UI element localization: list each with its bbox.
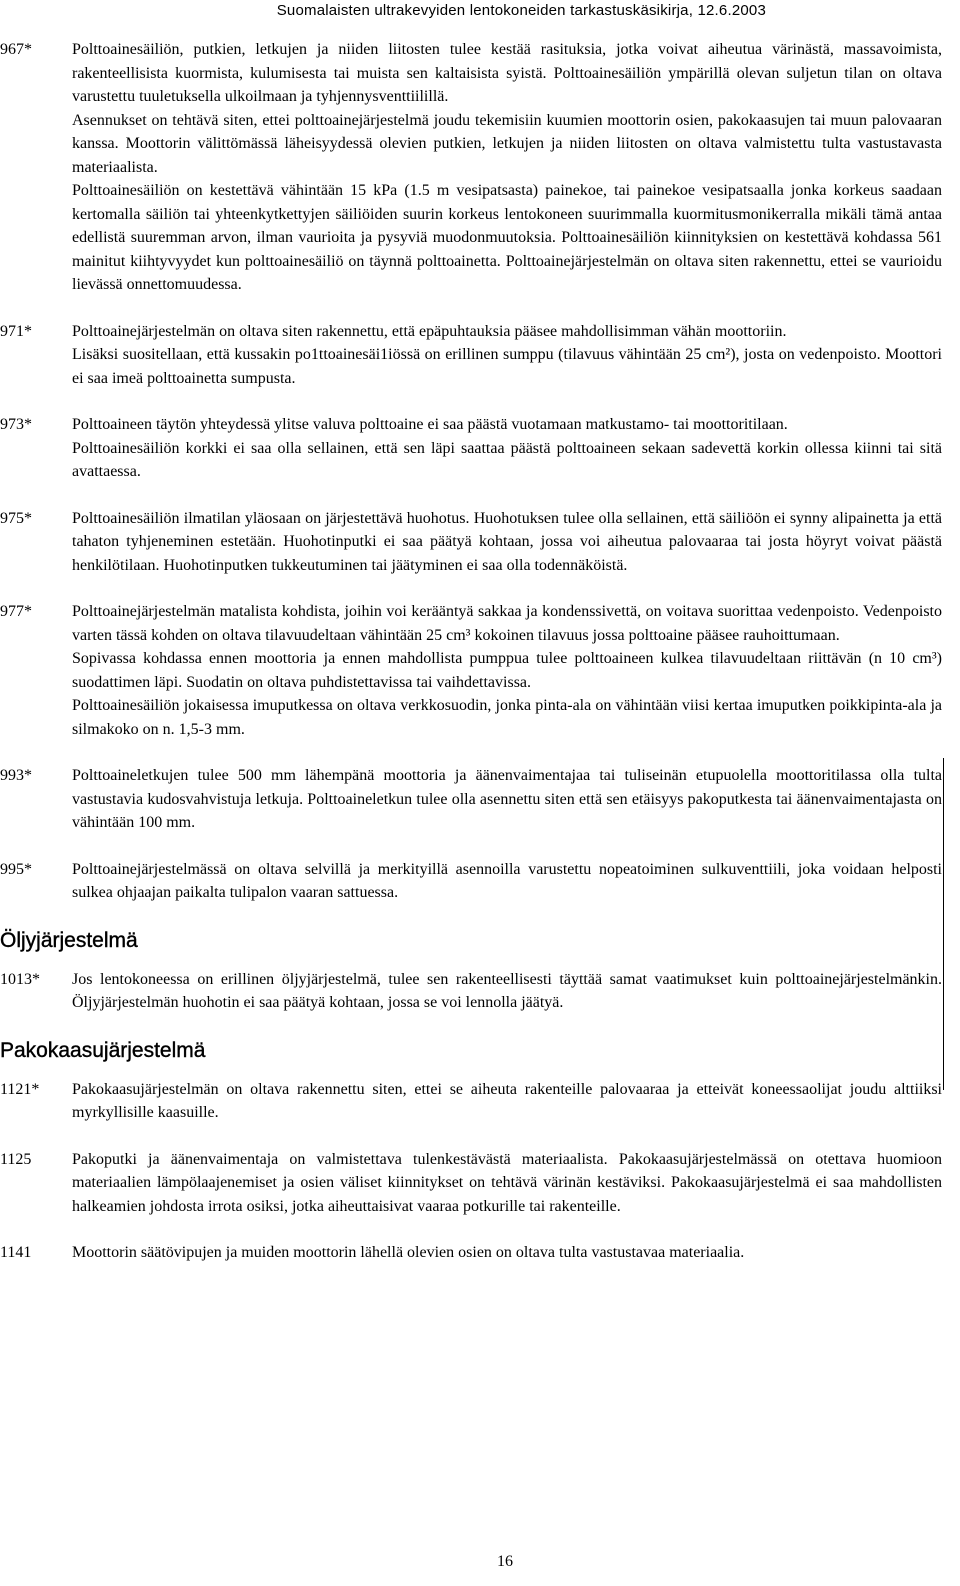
- requirement-paragraph: Polttoaineletkujen tulee 500 mm lähempänä moottoria ja äänenvaimentajaa tai tuliseinän etupuolella moottoritilassa olla tulta vastustavia kudosvahvistuja letkuja. Polttoaineletkun tulee olla asennettu siten että sen etäisyys pakoputkesta tai äänenvaimentajasta on vähintään 100 mm.: [72, 767, 942, 831]
- requirement-number: 1121*: [0, 1080, 40, 1098]
- requirement-entry: [0, 968, 942, 1015]
- requirement-paragraph: Pakoputki ja äänenvaimentaja on valmistettava tulenkestävästä materiaalista. Pakokaasujärjestelmässä on otettava huomioon materiaalien lämpölaajenemiset ja osien väliset kiinnitykset on tehtävä värinän kestäviksi. Pakokaasujärjestelmä ei saa mahdollisten halkeamien johdosta irrota osiksi, jotka aiheuttaisivat vaaraa potkurille tai rakenteille.: [72, 1150, 942, 1215]
- requirement-entry: [0, 507, 942, 578]
- requirement-paragraph: Pakokaasujärjestelmän on oltava rakennettu siten, ettei se aiheuta rakenteille palovaaraa ja etteivät koneessaolijat joudu alttiiksi myrkyllisille kaasuille.: [72, 1080, 942, 1121]
- requirement-text: [72, 968, 942, 1015]
- requirement-entry: [0, 1241, 942, 1265]
- requirement-entry: [0, 38, 942, 297]
- section-heading: Öljyjärjestelmä: [0, 928, 138, 952]
- requirement-number: 1125: [0, 1150, 32, 1168]
- requirement-paragraph: Polttoainejärjestelmän matalista kohdista, joihin voi kerääntyä sakkaa ja kondenssivettä, on voitava suorittaa vedenpoisto. Vedenpoisto varten tässä kohden on oltava tilavuudeltaan vähintään 25 cm³ kokoinen tilavuus jossa polttoaine pääsee rauhoittumaan.: [72, 603, 942, 644]
- requirement-text: [72, 1078, 942, 1125]
- requirement-number: 973*: [0, 416, 32, 433]
- revision-bar: [943, 758, 944, 1090]
- requirement-paragraph: Lisäksi suositellaan, että kussakin po1ttoainesäi1iössä on erillinen sumppu (tilavuus vähintään 25 cm²), josta on vedenpoisto. Moottori ei saa imeä polttoainetta sumpusta.: [72, 346, 942, 387]
- requirement-paragraph: Polttoainejärjestelmässä on oltava selvillä ja merkityillä asennoilla varustettu nopeatoiminen sulkuventtiili, joka voidaan helposti sulkea ohjaajan paikalta tulipalon vaaran sattuessa.: [72, 860, 942, 901]
- requirement-paragraph: Asennukset on tehtävä siten, ettei polttoainejärjestelmä joudu tekemisiin kuumien moottorin osien, pakokaasujen tai muun palovaaran kanssa. Moottorin välittömässä läheisyydessä olevien putkien, letkujen ja niiden liitosten on oltava valmistettu tulta vastustavasta materiaalista.: [72, 111, 942, 176]
- requirement-text: [72, 413, 942, 484]
- requirement-text: [72, 764, 942, 835]
- requirement-entry: [0, 600, 942, 741]
- requirement-text: [72, 1241, 942, 1265]
- requirement-entry: [0, 1148, 942, 1219]
- requirement-number: 975*: [0, 509, 32, 527]
- requirement-number: 1013*: [0, 970, 40, 988]
- running-header: Suomalaisten ultrakevyiden lentokoneiden tarkastuskäsikirja, 12.6.2003: [276, 2, 766, 19]
- requirement-text: [72, 858, 942, 905]
- requirement-paragraph: Moottorin säätövipujen ja muiden moottorin lähellä olevien osien on oltava tulta vastustavaa materiaalia.: [72, 1244, 745, 1261]
- requirement-text: [72, 600, 942, 741]
- requirement-entry: [0, 764, 942, 835]
- requirement-text: [72, 1148, 942, 1219]
- requirement-paragraph: Polttoaineen täytön yhteydessä ylitse valuva polttoaine ei saa päästä vuotamaan matkustamo- tai moottoritilaan.: [72, 416, 788, 433]
- requirement-entry: [0, 320, 942, 391]
- requirement-text: [72, 507, 942, 578]
- requirement-paragraph: Polttoainesäiliön jokaisessa imuputkessa on oltava verkkosuodin, jonka pinta-ala on vähintään viisi kertaa imuputken poikkipinta-ala ja silmakoko on n. 1,5-3 mm.: [72, 697, 942, 738]
- requirement-number: 971*: [0, 322, 32, 340]
- requirement-entry: [0, 858, 942, 905]
- requirement-entry: [0, 1078, 942, 1125]
- requirement-paragraph: Jos lentokoneessa on erillinen öljyjärjestelmä, tulee sen rakenteellisesti täyttää samat vaatimukset kuin polttoainejärjestelmänkin. Öljyjärjestelmän huohotin ei saa päätyä kohtaan, jossa se voi lennolla jäätyä.: [72, 970, 942, 1011]
- requirement-paragraph: Polttoainesäiliön on kestettävä vähintään 15 kPa (1.5 m vesipatsasta) painekoe, tai painekoe vesipatsaalla jonka korkeus saadaan kertomalla säiliön tai yhteenkytkettyjen säiliöiden suurin korkeus lentokoneen suurimmalla kuormitusmonikerralla mikäli tämä antaa edellistä suuremman arvon, ilman vaurioita ja pysyviä muodonmuutoksia. Polttoainesäiliön kiinnityksien on kestettävä kohdassa 561 mainitut kiihtyvyydet kun polttoainesäiliö on täynnä polttoainetta. Polttoainejärjestelmän on oltava siten rakennettu, ettei se vaurioidu lievässä onnettomuudessa.: [72, 182, 942, 293]
- requirement-number: 977*: [0, 603, 32, 620]
- requirement-paragraph: Sopivassa kohdassa ennen moottoria ja ennen mahdollista pumppua tulee polttoaineen kulkea tilavuudeltaan riittävän (n 10 cm³) suodattimen läpi. Suodatin on oltava puhdistettavissa tai vaihdettavissa.: [72, 650, 942, 691]
- document-body: [0, 38, 942, 1288]
- requirement-paragraph: Polttoainejärjestelmän on oltava siten rakennettu, että epäpuhtauksia pääsee mahdollisimman vähän moottoriin.: [72, 322, 787, 340]
- requirement-text: [72, 320, 942, 391]
- requirement-number: 967*: [0, 41, 32, 58]
- requirement-entry: [0, 413, 942, 484]
- section-heading: Pakokaasujärjestelmä: [0, 1038, 206, 1062]
- requirement-number: 993*: [0, 767, 32, 784]
- requirement-number: 1141: [0, 1244, 32, 1261]
- requirement-paragraph: Polttoainesäiliön ilmatilan yläosaan on järjestettävä huohotus. Huohotuksen tulee olla sellainen, että säiliöön ei synny alipainetta ja että tahaton tyhjeneminen estetään. Huohotinputki ei saa päätyä kohtaan, jossa voi aiheutua palovaaraa tai josta höyryt voivat päästä henkilötilaan. Huohotinputken tukkeutuminen tai jäätyminen ei saa olla todennäköistä.: [72, 509, 942, 574]
- requirement-paragraph: Polttoainesäiliön korkki ei saa olla sellainen, että sen läpi saattaa päästä polttoaineen sekaan sadevettä korkin ollessa kiinni tai sitä avattaessa.: [72, 439, 942, 480]
- requirement-paragraph: Polttoainesäiliön, putkien, letkujen ja niiden liitosten tulee kestää rasituksia, jotka voivat aiheutua värinästä, massavoimista, rakenteellisista kuormista, kulumisesta tai muista sen kaltaisista syistä. Polttoainesäiliön ympärillä olevan suljetun tilan on oltava varustettu tuuletuksella ulkoilmaan ja tyhjennysventtiilillä.: [72, 41, 942, 105]
- requirement-text: [72, 38, 942, 297]
- requirement-number: 995*: [0, 860, 32, 878]
- page-number: 16: [497, 1553, 513, 1570]
